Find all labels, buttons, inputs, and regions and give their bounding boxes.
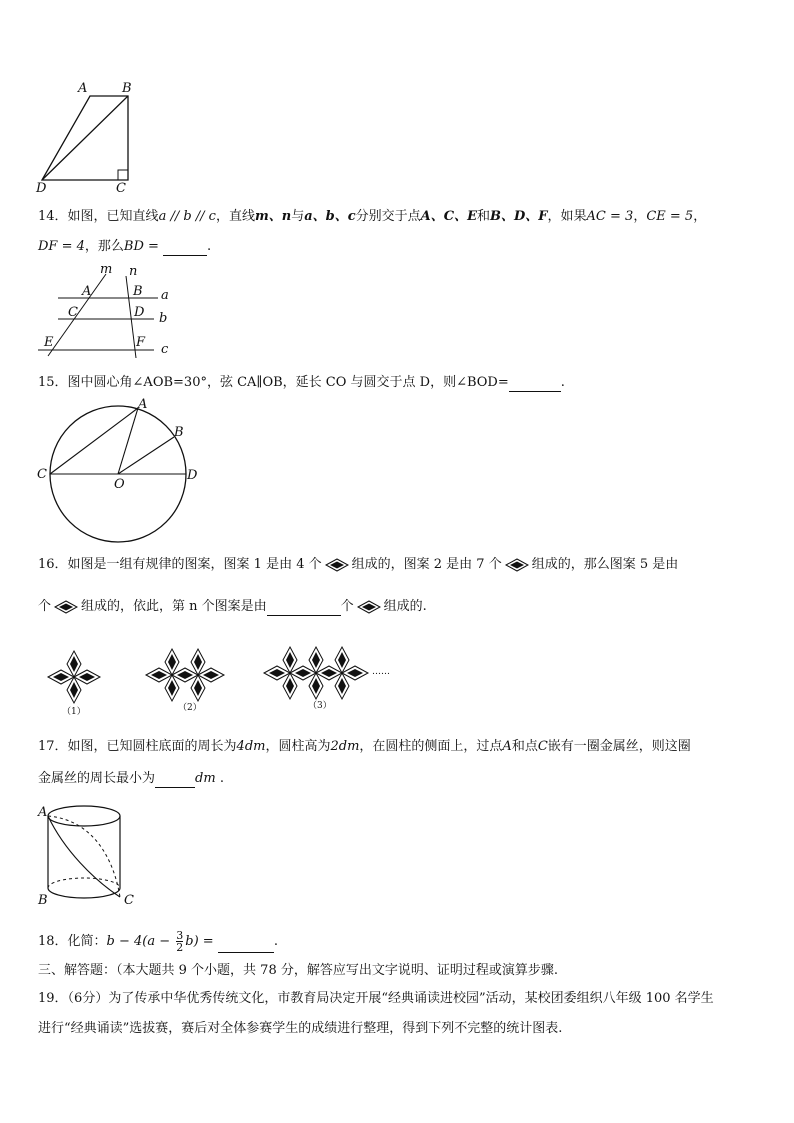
text: . — [273, 934, 278, 949]
label-F: F — [136, 335, 146, 350]
text: 进行“经典诵读”选拔赛，赛后对全体参赛学生的成绩进行整理，得到下列不完整的统计图表. — [38, 1021, 563, 1036]
label-B: B — [133, 284, 143, 299]
figure-diamond-patterns — [40, 640, 410, 720]
text: 16．如图是一组有规律的图案，图案 1 是由 4 个 — [38, 557, 322, 572]
label-c: c — [161, 342, 169, 357]
pattern-3 — [264, 647, 368, 699]
pattern-1 — [48, 651, 100, 703]
math: a、b、c — [304, 209, 356, 224]
diamond-icon — [54, 600, 78, 614]
fraction-numerator: 3 — [176, 929, 184, 942]
diamond-icon — [357, 600, 381, 614]
text: 15．图中圆心角∠AOB=30°，弦 CA∥OB，延长 CO 与圆交于点 D，则∠BOD= — [38, 375, 509, 390]
text: . — [560, 375, 565, 390]
math: b) = — [185, 934, 214, 949]
math: a // b // c — [158, 209, 216, 224]
fraction — [176, 930, 183, 953]
math: BD = — [123, 239, 159, 254]
label-D: D — [187, 468, 198, 483]
label-c: C — [116, 181, 126, 196]
text: ，那么 — [84, 239, 124, 254]
text: 19．（6分）为了传承中华优秀传统文化，市教育局决定开展“经典诵读进校园”活动，某校团委组织八年级 100 名学生 — [38, 991, 714, 1006]
text: 个 — [340, 599, 354, 614]
math: 4dm — [236, 739, 266, 754]
question-16-line-2 — [38, 598, 427, 616]
answer-blank[interactable] — [163, 241, 207, 256]
text: 三、解答题：（本大题共 9 个小题，共 78 分，解答应写出文字说明、证明过程或演算步骤. — [38, 963, 558, 978]
text: ，圆柱高为 — [265, 739, 331, 754]
label-A: A — [138, 397, 148, 412]
text: ， — [633, 209, 647, 224]
text: 金属丝的周长最小为 — [38, 771, 156, 786]
text: 18．化简： — [38, 934, 107, 949]
pattern-2 — [146, 649, 224, 701]
label-b: b — [159, 311, 168, 326]
figure-trapezoid-abcd — [30, 78, 140, 196]
math: b − 4(a − — [106, 934, 175, 949]
question-17-line-2 — [38, 770, 224, 788]
question-18 — [38, 930, 278, 953]
math: 2dm — [330, 739, 360, 754]
diamond-icon — [505, 558, 529, 572]
text: 组成的，依此，第 n 个图案是由 — [81, 599, 267, 614]
label-B: B — [38, 893, 48, 908]
question-15 — [38, 374, 565, 392]
answer-blank[interactable] — [267, 601, 341, 616]
text: 组成的，那么图案 5 是由 — [531, 557, 679, 572]
math: CE = 5 — [646, 209, 694, 224]
text: . — [219, 771, 224, 786]
label-O: O — [114, 477, 125, 492]
question-19-line-2 — [38, 1020, 562, 1038]
text: 如图，已知直线 — [67, 209, 159, 224]
question-14-line-1 — [38, 208, 706, 226]
math: dm — [195, 771, 216, 786]
text: ，如果 — [547, 209, 587, 224]
label-D: D — [134, 305, 145, 320]
caption-3: （3） — [308, 701, 332, 711]
math: B、D、F — [490, 209, 548, 224]
label-a: a — [161, 288, 169, 303]
answer-blank[interactable] — [155, 773, 195, 788]
label-b: B — [122, 81, 132, 96]
figure-cylinder — [34, 800, 144, 918]
figure-circle — [30, 394, 210, 544]
text: ， — [693, 209, 707, 224]
label-C: C — [68, 305, 78, 320]
figure-parallel-lines — [30, 262, 180, 362]
text: 个 — [38, 599, 52, 614]
math: m、n — [254, 209, 292, 224]
text: 分别交于点 — [355, 209, 421, 224]
question-17-line-1 — [38, 738, 691, 756]
math: A、C、E — [420, 209, 478, 224]
fraction-denominator: 2 — [176, 941, 184, 954]
label-d: D — [36, 181, 47, 196]
text: 组成的. — [383, 599, 427, 614]
label-A: A — [38, 805, 48, 820]
caption-1: （1） — [62, 707, 86, 717]
math: AC = 3 — [586, 209, 634, 224]
text: 17．如图，已知圆柱底面的周长为 — [38, 739, 237, 754]
text: . — [207, 239, 212, 254]
ellipsis: …… — [372, 667, 390, 677]
question-19-line-1 — [38, 990, 714, 1008]
text: 组成的，图案 2 是由 7 个 — [351, 557, 502, 572]
math: DF = 4 — [38, 239, 85, 254]
text: 和点 — [511, 739, 538, 754]
label-a: A — [78, 81, 88, 96]
label-n: n — [129, 264, 138, 279]
label-B: B — [174, 425, 184, 440]
math: A — [502, 739, 512, 754]
label-E: E — [44, 335, 54, 350]
caption-2: （2） — [178, 703, 202, 713]
text: ，直线 — [215, 209, 255, 224]
math: C — [537, 739, 548, 754]
question-16-line-1 — [38, 556, 678, 574]
text: 与 — [291, 209, 305, 224]
answer-blank[interactable] — [509, 377, 561, 392]
section-3-heading — [38, 962, 558, 980]
text: 和 — [477, 209, 491, 224]
diamond-icon — [325, 558, 349, 572]
label-C: C — [37, 467, 47, 482]
text: 嵌有一圈金属丝，则这圈 — [547, 739, 691, 754]
question-14-line-2 — [38, 238, 211, 256]
question-number: 14． — [38, 209, 68, 224]
label-A: A — [82, 284, 92, 299]
text: ，在圆柱的侧面上，过点 — [359, 739, 503, 754]
label-C: C — [124, 893, 134, 908]
label-m: m — [100, 262, 113, 277]
answer-blank[interactable] — [218, 938, 274, 953]
